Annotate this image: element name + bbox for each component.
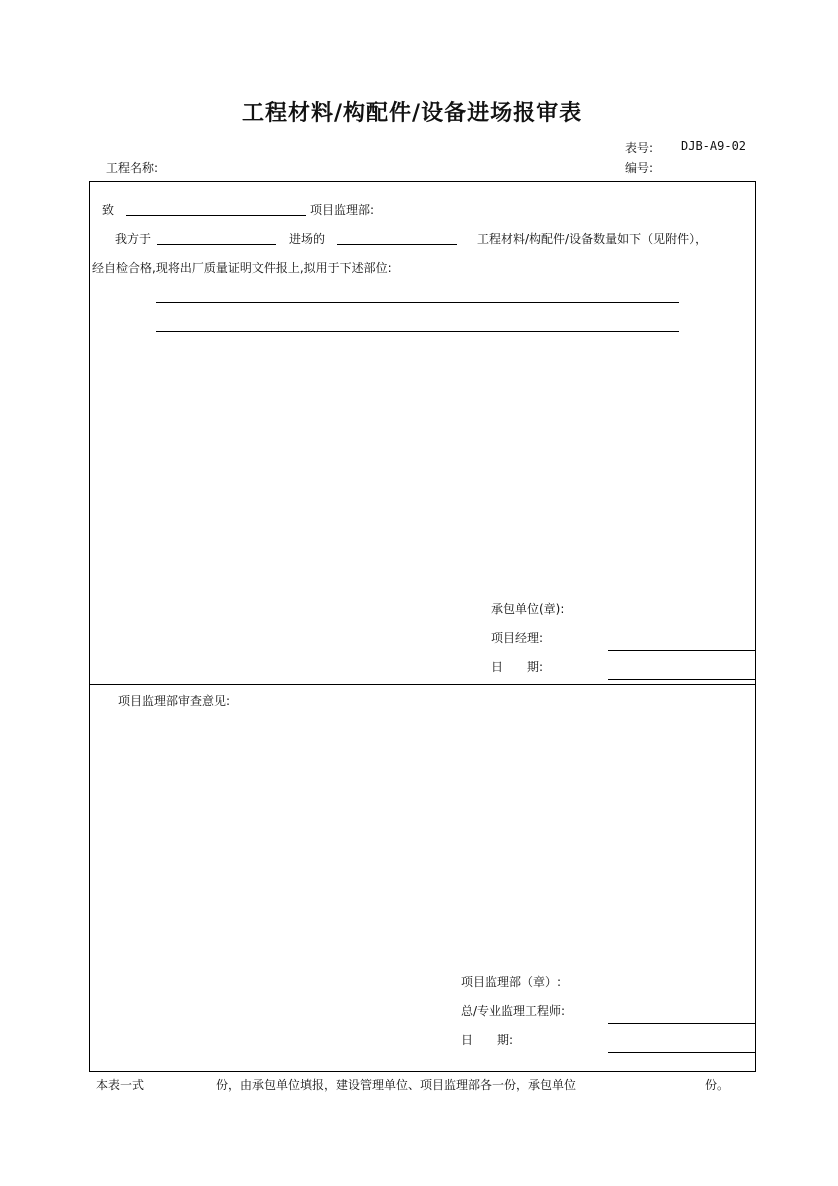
- supervision-section: [89, 684, 756, 1072]
- usage-location-line-2[interactable]: [156, 331, 679, 332]
- supervision-seal-label: 项目监理部（章）:: [461, 975, 562, 989]
- footer-copies-suffix: 份。: [705, 1078, 730, 1092]
- serial-number-label: 编号:: [625, 161, 654, 175]
- supervision-date-line[interactable]: [608, 1052, 755, 1053]
- supervising-engineer-label: 总/专业监理工程师:: [461, 1004, 566, 1018]
- contractor-seal-label: 承包单位(章):: [491, 602, 565, 616]
- to-prefix: 致: [102, 203, 115, 217]
- review-opinion-label: 项目监理部审查意见:: [118, 694, 231, 708]
- project-name-label: 工程名称:: [106, 161, 159, 175]
- date-blank-line[interactable]: [157, 244, 276, 245]
- project-manager-signature-line[interactable]: [608, 650, 755, 651]
- project-manager-label: 项目经理:: [491, 631, 544, 645]
- supervision-date-label: 日 期:: [461, 1033, 514, 1047]
- supervising-engineer-signature-line[interactable]: [608, 1023, 755, 1024]
- project-blank-line[interactable]: [337, 244, 457, 245]
- contractor-date-label: 日 期:: [491, 660, 544, 674]
- arrival-prefix: 我方于: [115, 232, 152, 246]
- contractor-section: [89, 181, 756, 685]
- form-number-value: DJB-A9-02: [681, 139, 747, 153]
- footer-copies-prefix: 本表一式: [96, 1078, 145, 1092]
- recipient-blank-line[interactable]: [126, 215, 306, 216]
- usage-location-line-1[interactable]: [156, 302, 679, 303]
- contractor-date-line[interactable]: [608, 679, 755, 680]
- page-title: 工程材料/构配件/设备进场报审表: [242, 101, 583, 126]
- form-number-label: 表号:: [625, 141, 654, 155]
- arrival-suffix: 工程材料/构配件/设备数量如下（见附件），: [477, 232, 708, 246]
- arrival-middle: 进场的: [289, 232, 326, 246]
- usage-statement: 经自检合格,现将出厂质量证明文件报上,拟用于下述部位:: [92, 261, 392, 275]
- to-suffix: 项目监理部:: [310, 203, 375, 217]
- footer-distribution-note: 份，由承包单位填报，建设管理单位、项目监理部各一份，承包单位: [216, 1078, 577, 1092]
